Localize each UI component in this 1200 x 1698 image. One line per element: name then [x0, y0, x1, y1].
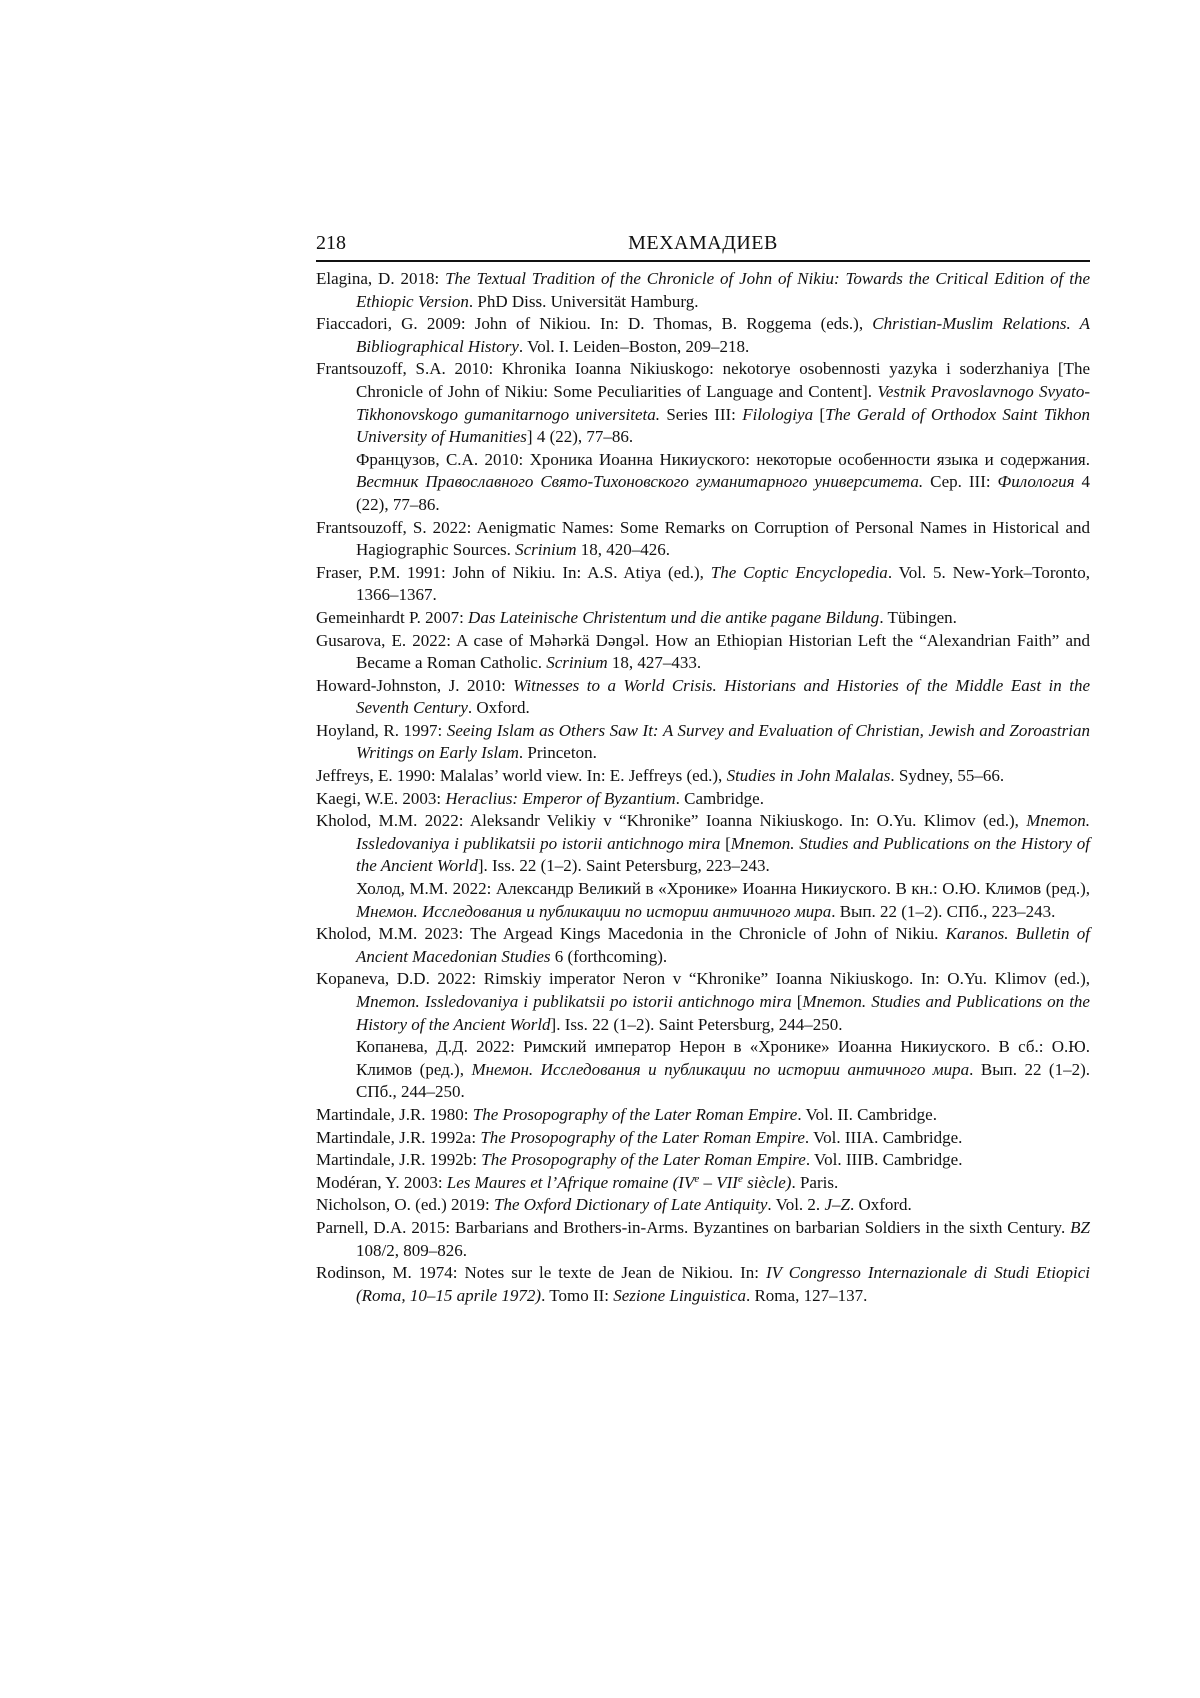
entry-text: 6 (forthcoming). [550, 946, 668, 966]
entry-text: Elagina, D. 2018: [316, 269, 446, 288]
entry-text: Сер. III: [923, 472, 998, 492]
italic-title: Seeing Islam as Others Saw It: A Survey and Evaluation of Christian, Jewish and Zoroastrian Writings on Early Islam [356, 720, 1090, 763]
entry-text: 18, 427–433. [607, 653, 702, 673]
entry-text: Parnell, D.A. 2015: Barbarians and Brothers-in-Arms. Byzantines on barbarian Soldiers in the sixth Century. [316, 1217, 1071, 1237]
entry-text: Kaegi, W.E. 2003: [316, 788, 446, 808]
entry-text: . Вып. 22 (1–2). СПб., 223–243. [831, 901, 1056, 921]
italic-title: The Gerald of Orthodox Saint Tikhon University of Humanities [356, 404, 1090, 447]
entry-text: Французов, С.А. 2010: Хроника Иоанна Никиуского: некоторые особенности языка и содержания. [356, 449, 1090, 469]
italic-title: The Coptic Encyclopedia [710, 562, 888, 582]
entry-text: Gemeinhardt P. 2007: [316, 607, 469, 627]
entry-russian-version [356, 878, 1090, 923]
entry-text: . Vol. I. Leiden–Boston, 209–218. [518, 336, 750, 356]
bibliography-list [316, 268, 1090, 1307]
entry-text: Series III: [660, 404, 743, 424]
italic-title: Sezione Linguistica [613, 1285, 746, 1305]
entry-text: 108/2, 809–826. [356, 1240, 467, 1260]
entry-text: Kopaneva, D.D. 2022: Rimskiy imperator Neron v “Khronike” Ioanna Nikiuskogo. In: O.Yu. Klimov (ed.), [316, 969, 1090, 989]
bibliography-entry [316, 1217, 1090, 1262]
bibliography-entry [316, 313, 1090, 358]
entry-text: Hoyland, R. 1997: [316, 720, 447, 740]
italic-title: Heraclius: Emperor of Byzantium [445, 788, 676, 808]
italic-title: The Prosopography of the Later Roman Empire [472, 1104, 798, 1124]
bibliography-entry [316, 720, 1090, 765]
italic-title: IV Congresso Internazionale di Studi Etiopici (Roma, 10–15 aprile 1972) [356, 1263, 1090, 1305]
entry-text: . Вып. 22 (1–2). СПб., 244–250. [356, 1059, 1090, 1102]
entry-text: Kholod, M.M. 2023: The Argead Kings Macedonia in the Chronicle of John of Nikiu. [316, 924, 946, 944]
italic-title: Das Lateinische Christentum und die antike pagane Bildung [468, 607, 880, 627]
italic-title: The Prosopography of the Later Roman Empire [481, 1150, 806, 1170]
entry-russian-version [356, 1036, 1090, 1104]
italic-title: BZ [1070, 1217, 1090, 1237]
entry-text: . Vol. IIIA. Cambridge. [804, 1127, 963, 1147]
entry-text: ] 4 (22), 77–86. [526, 427, 634, 447]
entry-text: . PhD Diss. Universität Hamburg. [468, 291, 699, 311]
italic-title: Witnesses to a World Crisis. Historians and Histories of the Middle East in the Seventh Century [356, 675, 1090, 718]
italic-title: Christian-Muslim Relations. A Bibliographical History [356, 314, 1090, 356]
entry-text: . Oxford. [467, 698, 530, 718]
italic-title: Mnemon. Issledovaniya i publikatsii po istorii antichnogo mira [356, 811, 1090, 853]
bibliography-entry [316, 268, 1090, 313]
italic-title: Les Maures et l’Afrique romaine (IVe – VIIe siècle) [446, 1172, 792, 1192]
bibliography-entry [316, 810, 1090, 923]
italic-title: The Textual Tradition of the Chronicle of John of Nikiu: Towards the Critical Edition of the Ethiopic Version [356, 269, 1091, 311]
italic-title: Vestnik Pravoslavnogo Svyato-Tikhonovskogo gumanitarnogo universiteta. [356, 381, 1090, 424]
entry-text: . Cambridge. [675, 788, 764, 808]
entry-text: Nicholson, O. (ed.) 2019: [316, 1195, 495, 1215]
entry-text: Martindale, J.R. 1992b: [316, 1150, 482, 1170]
bibliography-entry [316, 675, 1090, 720]
entry-text: Копанева, Д.Д. 2022: Римский император Нерон в «Хронике» Иоанна Никиуского. В сб.: О.Ю. Климов (ред.), [356, 1037, 1090, 1079]
bibliography-entry [316, 517, 1090, 562]
entry-text: 4 (22), 77–86. [356, 472, 1090, 514]
bibliography-entry [316, 968, 1090, 1104]
entry-text: . Tomo II: [541, 1285, 614, 1305]
italic-title: Scrinium [515, 540, 577, 560]
entry-text: . Vol. 2. [767, 1195, 825, 1215]
entry-text: . Oxford. [849, 1195, 912, 1215]
running-title: МЕХАМАДИЕВ [628, 232, 778, 254]
italic-title: Филология [997, 472, 1075, 492]
entry-text: Kholod, M.M. 2022: Aleksandr Velikiy v “Khronike” Ioanna Nikiuskogo. In: O.Yu. Klimov (ed.), [316, 811, 1027, 831]
entry-text: Frantsouzoff, S.A. 2010: Khronika Ioanna Nikiuskogo: nekotorye osobennosti yazyka i soderzhaniya [The Chronicle of John of Nikiu: Some Peculiarities of Language and Content]. [316, 359, 1090, 401]
entry-text: . Vol. IIIB. Cambridge. [805, 1150, 963, 1170]
entry-text: Fiaccadori, G. 2009: John of Nikiou. In: D. Thomas, B. Roggema (eds.), [316, 314, 873, 334]
italic-title: Studies in John Malalas [726, 766, 891, 786]
entry-text: ]. Iss. 22 (1–2). Saint Petersburg, 223–243. [477, 856, 770, 876]
italic-title: Мнемон. Исследования и публикации по истории античного мира [356, 901, 832, 921]
italic-title: Мнемон. Исследования и публикации по истории античного мира [471, 1059, 970, 1079]
italic-title: The Prosopography of the Later Roman Empire [480, 1127, 805, 1147]
italic-title: Karanos. Bulletin of Ancient Macedonian Studies [356, 924, 1090, 966]
entry-russian-version [356, 449, 1090, 517]
bibliography-entry [316, 788, 1090, 811]
bibliography-entry [316, 562, 1090, 607]
italic-title: Mnemon. Issledovaniya i publikatsii po istorii antichnogo mira [356, 992, 792, 1011]
entry-text: Frantsouzoff, S. 2022: Aenigmatic Names: Some Remarks on Corruption of Personal Names in Historical and Hagiographic Sources. [316, 517, 1090, 560]
entry-text: Gusarova, E. 2022: A case of Məhərkä Dəngəl. How an Ethiopian Historian Left the “Alexandrian Faith” and Became a Roman Catholic. [316, 630, 1090, 673]
entry-text: . Tübingen. [879, 607, 957, 627]
bibliography-entry [316, 923, 1090, 968]
running-head [316, 230, 1090, 262]
entry-text: . Roma, 127–137. [745, 1285, 868, 1305]
bibliography-entry [316, 765, 1090, 788]
entry-text: Martindale, J.R. 1980: [316, 1104, 473, 1124]
bibliography-entry [316, 1262, 1090, 1307]
entry-text: Fraser, P.M. 1991: John of Nikiu. In: A.S. Atiya (ed.), [316, 562, 711, 582]
entry-text: ]. Iss. 22 (1–2). Saint Petersburg, 244–250. [550, 1014, 843, 1034]
entry-text: . Vol. II. Cambridge. [797, 1104, 937, 1124]
bibliography-entry [316, 1149, 1090, 1172]
entry-text: Howard-Johnston, J. 2010: [316, 675, 514, 695]
bibliography-entry [316, 1104, 1090, 1127]
bibliography-entry [316, 607, 1090, 630]
bibliography-entry [316, 358, 1090, 516]
entry-text: . Paris. [791, 1172, 839, 1192]
entry-text: Modéran, Y. 2003: [316, 1172, 447, 1192]
bibliography-entry [316, 1127, 1090, 1150]
entry-text: Rodinson, M. 1974: Notes sur le texte de Jean de Nikiou. In: [316, 1263, 766, 1283]
entry-text: 18, 420–426. [576, 540, 670, 560]
entry-text: Холод, М.М. 2022: Александр Великий в «Хронике» Иоанна Никиуского. В кн.: О.Ю. Климов (ред.), [356, 879, 1090, 899]
italic-title: Mnemon. Studies and Publications on the History of the Ancient World [356, 833, 1090, 876]
entry-text: . Sydney, 55–66. [890, 766, 1005, 786]
entry-text: . Princeton. [518, 743, 597, 763]
entry-text: Jeffreys, E. 1990: Malalas’ world view. In: E. Jeffreys (ed.), [316, 766, 727, 786]
page [316, 230, 1090, 1307]
entry-text: . Vol. 5. New-York–Toronto, 1366–1367. [356, 562, 1090, 605]
italic-title: J–Z [824, 1195, 850, 1215]
bibliography-entry [316, 1172, 1090, 1195]
bibliography-entry [316, 1194, 1090, 1217]
italic-title: Mnemon. Studies and Publications on the History of the Ancient World [356, 992, 1090, 1034]
italic-title: Scrinium [546, 653, 608, 673]
entry-text: [ [791, 992, 803, 1011]
entry-text: Martindale, J.R. 1992a: [316, 1127, 481, 1147]
bibliography-entry [316, 630, 1090, 675]
entry-text: [ [813, 404, 826, 424]
italic-title: Filologiya [742, 404, 814, 424]
page-number: 218 [316, 232, 346, 254]
italic-title: The Oxford Dictionary of Late Antiquity [494, 1195, 768, 1215]
italic-title: Вестник Православного Свято-Тихоновского гуманитарного университета. [356, 472, 924, 492]
entry-text: [ [720, 833, 731, 853]
